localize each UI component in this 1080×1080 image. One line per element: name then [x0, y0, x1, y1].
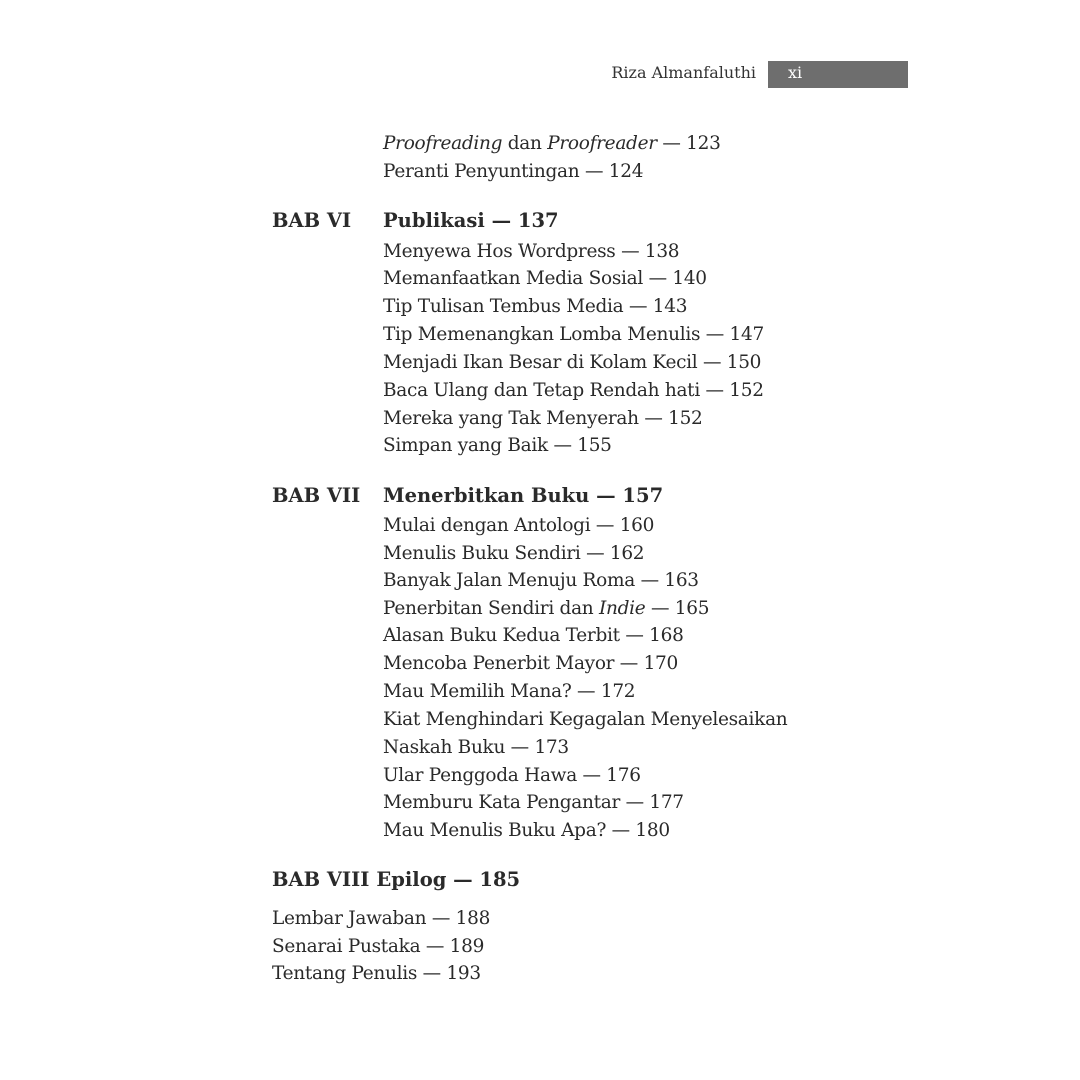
page-number: xi — [788, 63, 803, 82]
toc-entry-proofreading: Proofreading dan Proofreader — 123 — [383, 133, 721, 154]
chapter-heading-bab-viii: BAB VIII Epilog — 185 — [272, 868, 521, 891]
toc-entry: Memburu Kata Pengantar — 177 — [383, 792, 684, 813]
chapter-heading-bab-vi: BAB VI Publikasi — 137 — [272, 209, 559, 232]
toc-entry: Ular Penggoda Hawa — 176 — [383, 765, 641, 786]
toc-entry: Mulai dengan Antologi — 160 — [383, 515, 655, 536]
toc-entry: Mencoba Penerbit Mayor — 170 — [383, 653, 678, 674]
toc-entry: Menjadi Ikan Besar di Kolam Kecil — 150 — [383, 352, 762, 373]
toc-entry: Menulis Buku Sendiri — 162 — [383, 543, 645, 564]
toc-entry: Mau Memilih Mana? — 172 — [383, 681, 636, 702]
toc-entry: Baca Ulang dan Tetap Rendah hati — 152 — [383, 380, 764, 401]
toc-entry-indie: Penerbitan Sendiri dan Indie — 165 — [383, 598, 710, 619]
author-name: Riza Almanfaluthi — [611, 63, 756, 82]
toc-entry: Mau Menulis Buku Apa? — 180 — [383, 820, 670, 841]
toc-entry: Banyak Jalan Menuju Roma — 163 — [383, 570, 699, 591]
toc-entry: Kiat Menghindari Kegagalan Menyelesaikan — [383, 709, 788, 730]
toc-entry-back-matter: Tentang Penulis — 193 — [272, 963, 481, 984]
toc-entry: Naskah Buku — 173 — [383, 737, 569, 758]
toc-entry: Tip Tulisan Tembus Media — 143 — [383, 296, 688, 317]
chapter-heading-bab-vii: BAB VII Menerbitkan Buku — 157 — [272, 484, 664, 507]
toc-entry: Tip Memenangkan Lomba Menulis — 147 — [383, 324, 764, 345]
toc-entry: Simpan yang Baik — 155 — [383, 435, 612, 456]
toc-entry: Menyewa Hos Wordpress — 138 — [383, 241, 680, 262]
toc-entry: Peranti Penyuntingan — 124 — [383, 161, 644, 182]
toc-entry-back-matter: Senarai Pustaka — 189 — [272, 936, 485, 957]
toc-entry-back-matter: Lembar Jawaban — 188 — [272, 908, 491, 929]
toc-entry: Memanfaatkan Media Sosial — 140 — [383, 268, 707, 289]
toc-entry: Mereka yang Tak Menyerah — 152 — [383, 408, 703, 429]
toc-entry: Alasan Buku Kedua Terbit — 168 — [383, 625, 684, 646]
